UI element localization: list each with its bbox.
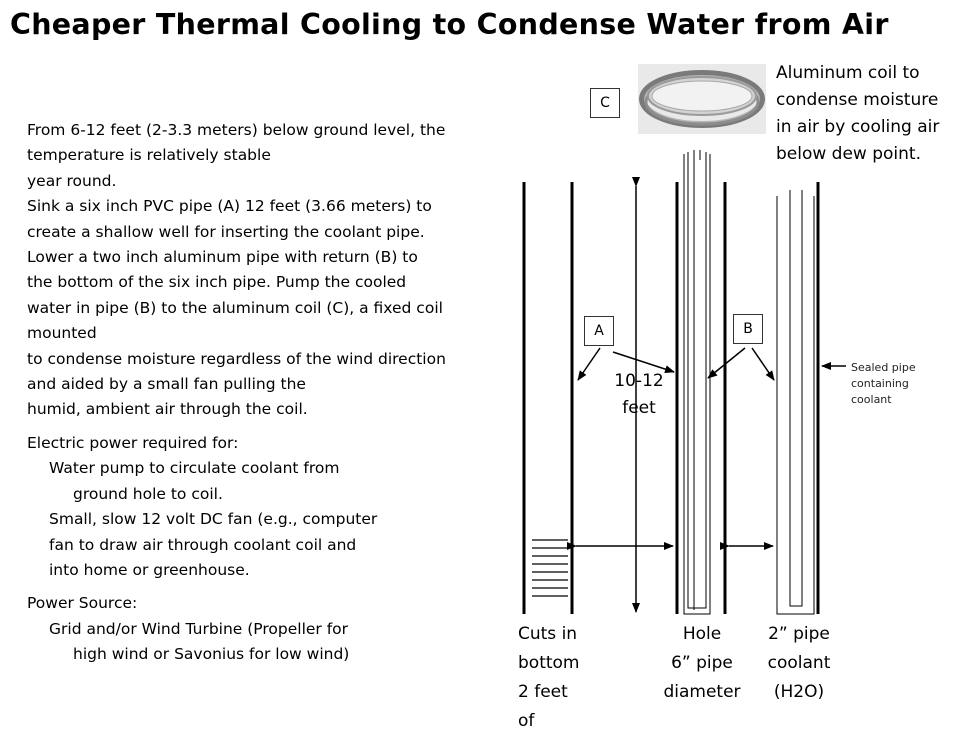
slide-title: Cheaper Thermal Cooling to Condense Water from Air xyxy=(10,8,889,41)
depth-label-line: feet xyxy=(622,398,656,418)
label-c-box: C xyxy=(590,88,620,118)
description-line: From 6-12 feet (2-3.3 meters) below ground level, the xyxy=(27,121,446,139)
description-line: year round. xyxy=(27,171,117,190)
description-line: humid, ambient air through the coil. xyxy=(27,400,308,419)
source-item-cont: high wind or Savonius for low wind) xyxy=(73,645,350,664)
depth-label xyxy=(600,368,678,422)
coolant-label xyxy=(754,620,844,707)
power-item-pump: Water pump to circulate coolant from xyxy=(49,459,340,478)
hole-label-line: Hole xyxy=(682,624,722,644)
cuts-label-line: Cuts in xyxy=(518,624,578,644)
description-line: Lower a two inch aluminum pipe with return (B) to xyxy=(27,248,418,267)
sealed-pipe-line: Sealed pipe xyxy=(851,361,916,374)
coolant-label-line: 2” pipe xyxy=(768,624,830,644)
source-item: Grid and/or Wind Turbine (Propeller for xyxy=(49,619,349,638)
cuts-label-line: of xyxy=(518,711,535,731)
description-line: mounted xyxy=(27,324,97,343)
cuts-label-line: bottom xyxy=(518,653,580,673)
sealed-pipe-line: coolant xyxy=(851,393,892,406)
description-line: and aided by a small fan pulling the xyxy=(27,375,306,394)
sealed-pipe-line: containing xyxy=(851,377,909,390)
description-line: to condense moisture regardless of the wind direction xyxy=(27,349,446,368)
description-line: the bottom of the six inch pipe. Pump the cooled xyxy=(27,273,407,292)
hole-label xyxy=(652,620,752,707)
coil-caption: Aluminum coil to condense moisture in air by cooling air below dew point. xyxy=(776,63,940,164)
power-heading: Electric power required for: xyxy=(27,433,239,452)
label-a-box: A xyxy=(584,316,614,346)
depth-label-line: 10-12 xyxy=(614,371,664,391)
label-b-box: B xyxy=(733,314,763,344)
coolant-pipe-2inch xyxy=(777,190,814,614)
aluminum-coil-image xyxy=(638,64,766,134)
cuts-label xyxy=(518,620,580,731)
pointer-b-right xyxy=(752,348,774,380)
sealed-pipe-label xyxy=(851,360,951,408)
coolant-label-line: (H2O) xyxy=(773,682,825,702)
cut-slots xyxy=(532,540,568,596)
description-line: create a shallow well for inserting the coolant pipe. xyxy=(27,222,425,241)
power-item-pump-cont: ground hole to coil. xyxy=(73,484,223,503)
description-line: temperature is relatively stable xyxy=(27,146,271,165)
power-item-fan: Small, slow 12 volt DC fan (e.g., computer xyxy=(49,510,378,529)
power-item-fan-cont: fan to draw air through coolant coil and xyxy=(49,535,357,554)
hole-label-line: diameter xyxy=(663,682,741,702)
description-line: water in pipe (B) to the aluminum coil (C), a fixed coil xyxy=(27,298,443,317)
hole-label-line: 6” pipe xyxy=(671,653,733,673)
pointer-a xyxy=(578,348,600,380)
description-line: Sink a six inch PVC pipe (A) 12 feet (3.66 meters) to xyxy=(27,197,432,216)
cuts-label-line: 2 feet xyxy=(518,682,568,702)
coolant-label-line: coolant xyxy=(767,653,831,673)
coolant-inner-pipe xyxy=(684,150,710,614)
power-item-fan-cont: into home or greenhouse. xyxy=(49,560,250,579)
source-heading: Power Source: xyxy=(27,594,138,613)
